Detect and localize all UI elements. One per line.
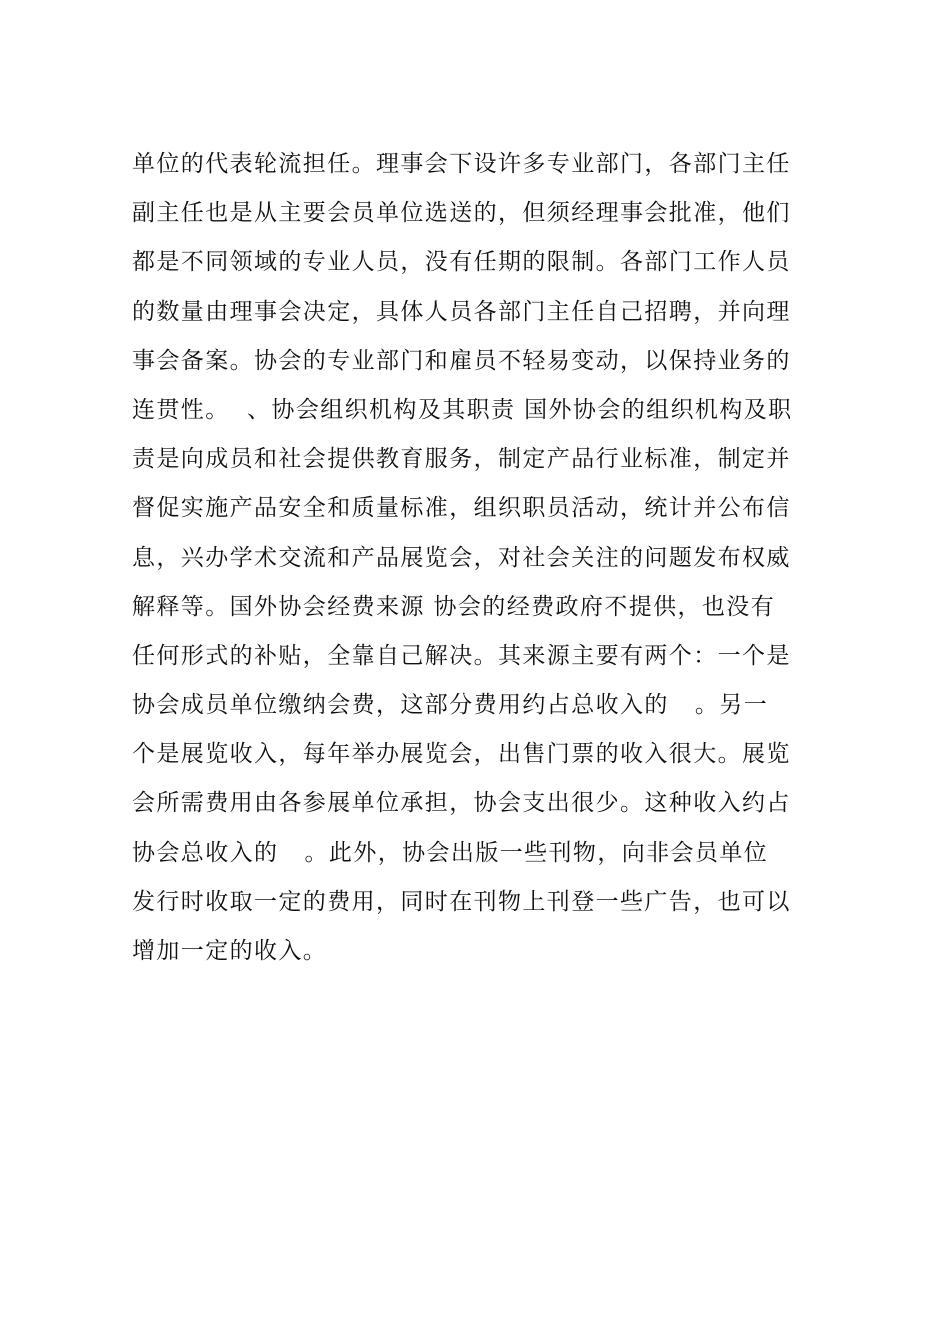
text-line: 增加一定的收入。 (132, 938, 328, 964)
text-line: 任何形式的补贴，全靠自己解决。其来源主要有两个：一个是 (132, 642, 791, 669)
text-line: 息，兴办学术交流和产品展览会，对社会关注的问题发布权威 (132, 544, 791, 571)
text-line: 的数量由理事会决定，具体人员各部门主任自己招聘，并向理 (132, 298, 791, 325)
text-line: 事会备案。协会的专业部门和雇员不轻易变动，以保持业务的 (132, 347, 791, 374)
text-line: 协会成员单位缴纳会费，这部分费用约占总收入的 。另一 (132, 692, 769, 719)
text-line: 连贯性。 、协会组织机构及其职责 国外协会的组织机构及职 (132, 396, 793, 423)
text-line: 协会总收入的 。此外，协会出版一些刊物，向非会员单位 (132, 839, 769, 866)
body-paragraph (132, 140, 832, 976)
text-line: 会所需费用由各参展单位承担，协会支出很少。这种收入约占 (132, 790, 791, 817)
text-line: 督促实施产品安全和质量标准，组织职员活动，统计并公布信 (132, 495, 791, 522)
text-line: 发行时收取一定的费用，同时在刊物上刊登一些广告，也可以 (132, 888, 791, 915)
text-line: 单位的代表轮流担任。理事会下设许多专业部门，各部门主任 (132, 151, 791, 177)
text-line: 解释等。国外协会经费来源 协会的经费政府不提供，也没有 (132, 593, 776, 620)
text-line: 副主任也是从主要会员单位选送的，但须经理事会批准，他们 (132, 200, 791, 227)
text-line: 个是展览收入，每年举办展览会，出售门票的收入很大。展览 (132, 741, 791, 768)
text-line: 都是不同领域的专业人员，没有任期的限制。各部门工作人员 (132, 249, 791, 276)
text-line: 责是向成员和社会提供教育服务，制定产品行业标准，制定并 (132, 446, 791, 473)
